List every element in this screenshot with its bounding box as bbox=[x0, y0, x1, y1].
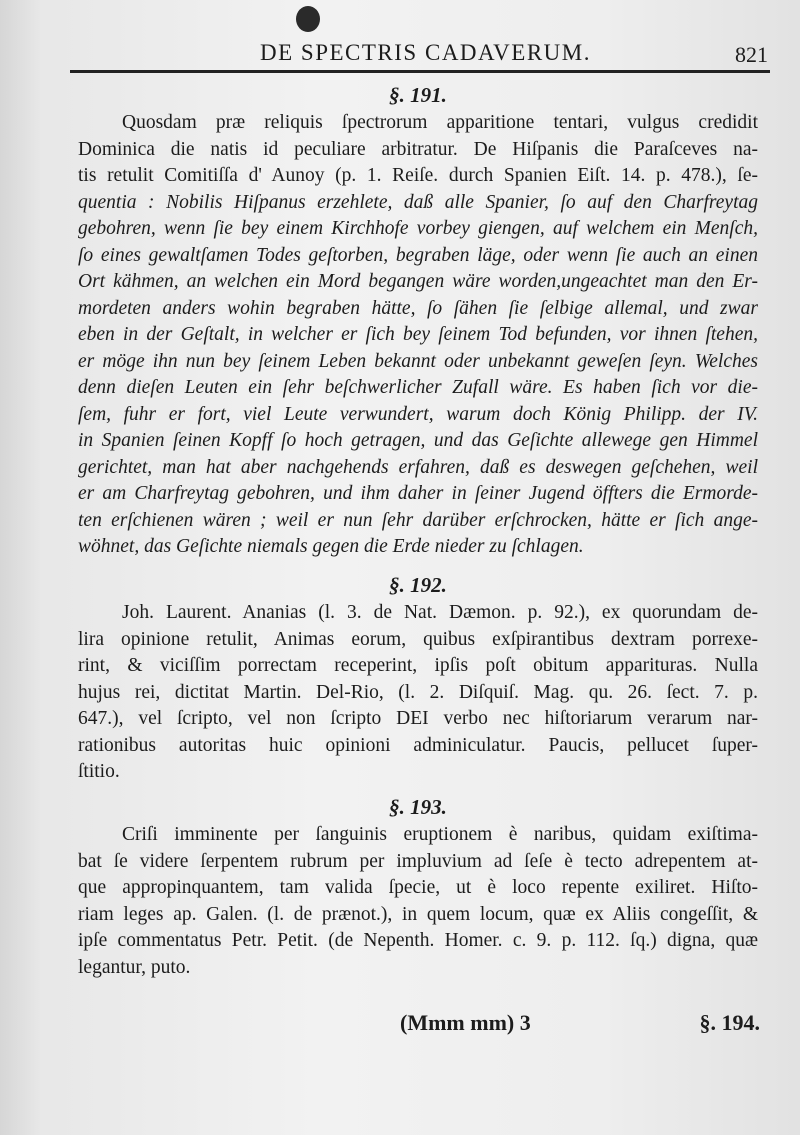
text-line: Criſi imminente per ſanguinis eruptionem è naribus, quidam exiſtima- bbox=[122, 824, 758, 845]
text-line: denn dieſen Leuten ein ſehr beſchwerlicher Zufall wäre. Es haben ſich vor die- bbox=[78, 377, 758, 398]
catchword: §. 194. bbox=[699, 1010, 760, 1035]
section-heading: §. 193. bbox=[389, 795, 447, 819]
text-line: ſtitio. bbox=[78, 761, 120, 782]
text-line: lira opinione retulit, Animas eorum, quibus exſpirantibus dextram porrexe- bbox=[78, 628, 758, 650]
text-line: Joh. Laurent. Ananias (l. 3. de Nat. Dæmon. p. 92.), ex quorundam de- bbox=[122, 602, 758, 623]
text-line: er am Charfreytag gebohren, und ihm daher in ſeiner Jugend öffters die Ermorde- bbox=[78, 483, 758, 504]
text-line: ten erſchienen wären ; weil er nun ſehr darüber erſchrocken, hätte er ſich ange- bbox=[78, 509, 758, 531]
text-line: Ort kähmen, an welchen ein Mord begangen wäre worden,ungeachtet man den Er- bbox=[78, 271, 758, 292]
text-line: ſo eines gewaltſamen Todes geſtorben, begraben läge, oder wenn ſie auch an einen bbox=[78, 244, 758, 266]
text-line: rint, & viciſſim porrectam receperint, ipſis poſt obitum apparituras. Nulla bbox=[78, 655, 758, 676]
paragraph bbox=[78, 110, 758, 561]
text-line: wöhnet, das Geſichte niemals gegen die Erde nieder zu ſchlagen. bbox=[78, 536, 584, 557]
text-line: Quosdam præ reliquis ſpectrorum apparitione tentari, vulgus credidit bbox=[122, 112, 758, 133]
section-heading: §. 192. bbox=[389, 573, 447, 597]
signature-mark: (Mmm mm) 3 bbox=[400, 1010, 531, 1035]
section-heading: §. 191. bbox=[389, 83, 447, 107]
text-line: tis retulit Comitiſſa d' Aunoy (p. 1. Reiſe. durch Spanien Eiſt. 14. p. 478.), ſe- bbox=[78, 165, 758, 186]
section-192 bbox=[78, 570, 758, 786]
text-line: que appropinquantem, tam valida ſpecie, ut è loco repente exiliret. Hiſto- bbox=[78, 877, 758, 898]
text-line: bat ſe videre ſerpentem rubrum per impluvium ad ſeſe è tecto adrepentem at- bbox=[78, 850, 758, 872]
text-line: ipſe commentatus Petr. Petit. (de Nepenth. Homer. c. 9. p. 112. ſq.) digna, quæ bbox=[78, 930, 758, 951]
text-line: in Spanien ſeinen Kopff ſo hoch getragen, und das Geſichte allewege gen Himmel bbox=[78, 430, 758, 451]
text-line: eben in der Geſtalt, in welcher er ſich bey ſeinem Tod befunden, vor ihnen ſtehen, bbox=[78, 324, 758, 345]
text-line: 647.), vel ſcripto, vel non ſcripto DEI verbo nec hiſtoriarum verarum nar- bbox=[78, 708, 758, 729]
text-line: hujus rei, dictitat Martin. Del-Rio, (l. 2. Diſquiſ. Mag. qu. 26. ſect. 7. p. bbox=[78, 681, 758, 703]
page-gutter-shadow bbox=[0, 0, 40, 1135]
section-193 bbox=[78, 792, 758, 981]
text-line: er möge ihn nun bey ſeinem Leben bekannt oder unbekannt geweſen ſeyn. Welches bbox=[78, 350, 758, 372]
text-line: gebohren, wenn ſie bey einem Kirchhofe vorbey giengen, auf welchem ein Menſch, bbox=[78, 218, 758, 239]
text-line: Dominica die natis id peculiare arbitratur. De Hiſpanis die Paraſceves na- bbox=[78, 138, 758, 160]
text-line: rationibus autoritas huic opinioni adminiculatur. Paucis, pellucet ſuper- bbox=[78, 734, 758, 756]
paragraph bbox=[78, 600, 758, 786]
paragraph bbox=[78, 822, 758, 981]
header-rule bbox=[70, 70, 770, 73]
page-header bbox=[70, 38, 780, 72]
text-line: quentia : Nobilis Hiſpanus erzehlete, daß alle Spanier, ſo auf den Charfreytag bbox=[78, 191, 758, 213]
text-line: legantur, puto. bbox=[78, 956, 191, 978]
text-line: gerichtet, man hat aber nachgehends erfahren, daß es deswegen geſchehen, weil bbox=[78, 456, 758, 478]
page-number: 821 bbox=[735, 42, 768, 67]
text-line: ſem, fuhr er fort, viel Leute verwundert, warum doch König Philipp. der IV. bbox=[78, 403, 758, 425]
page-footer bbox=[70, 1010, 770, 1040]
running-head: DE SPECTRIS CADAVERUM. bbox=[260, 40, 591, 65]
section-191 bbox=[78, 80, 758, 561]
ink-blot bbox=[296, 6, 320, 32]
text-line: riam leges ap. Galen. (l. de prænot.), in quem locum, quæ ex Aliis congeſſit, & bbox=[78, 903, 758, 925]
text-line: mordeten anders wohin begraben hätte, ſo ſähen ſie ſelbige allemal, und zwar bbox=[78, 297, 758, 319]
